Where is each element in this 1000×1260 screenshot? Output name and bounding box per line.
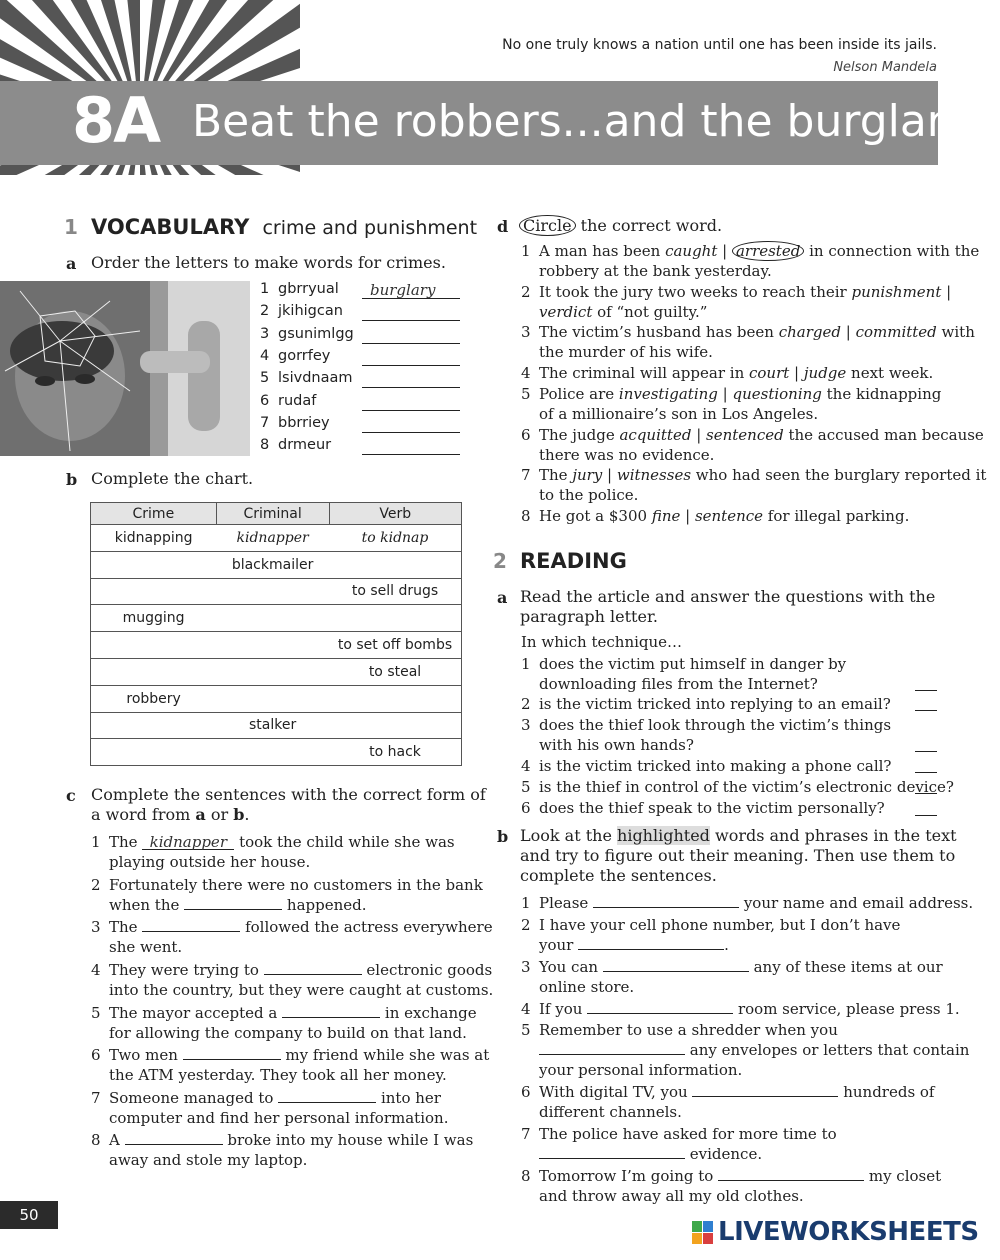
exercise-2b-letter: b bbox=[497, 827, 509, 846]
exercise-1b-letter: b bbox=[66, 470, 78, 489]
exercise-1d-letter: d bbox=[497, 217, 509, 236]
chart-row bbox=[91, 658, 462, 685]
question-a4: 4 is the victim tricked into making a phone call? bbox=[521, 757, 892, 775]
scrambled-item: 8 drmeur bbox=[260, 437, 332, 454]
options-d5[interactable]: investigating | questioning bbox=[618, 385, 822, 403]
chart-header: Verb bbox=[329, 503, 462, 525]
scrambled-item: 5 lsivdnaam bbox=[260, 370, 353, 387]
answer-blank[interactable] bbox=[362, 365, 460, 366]
chart-cell: kidnapping bbox=[91, 525, 217, 552]
answer-b8[interactable] bbox=[718, 1167, 864, 1181]
sentence-c6: 6 Two men my friend while she was at the ATM yesterday. They took all her money. bbox=[91, 1046, 490, 1084]
question-a2: 2 is the victim tricked into replying to an email? bbox=[521, 695, 891, 713]
exercise-2a-instruction: Read the article and answer the questions with the paragraph letter. bbox=[520, 587, 936, 626]
section-2-title: READING bbox=[520, 549, 627, 573]
scrambled-word: gbrryual bbox=[278, 281, 339, 297]
answer-c7[interactable] bbox=[278, 1089, 376, 1103]
scrambled-word: drmeur bbox=[278, 437, 332, 454]
exercise-1a-instruction: Order the letters to make words for crimes. bbox=[91, 253, 446, 272]
answer-blank[interactable] bbox=[362, 343, 460, 344]
answer-a3[interactable] bbox=[915, 751, 937, 752]
exercise-1b-instruction: Complete the chart. bbox=[91, 469, 254, 488]
answer-a6[interactable] bbox=[915, 815, 937, 816]
section-1-heading bbox=[64, 215, 477, 239]
chart-row bbox=[91, 739, 462, 766]
option-arrested[interactable]: arrested bbox=[732, 241, 804, 261]
answer-a5[interactable] bbox=[915, 793, 937, 794]
chart-row bbox=[91, 632, 462, 659]
answer-a4[interactable] bbox=[915, 772, 937, 773]
answer-blank[interactable] bbox=[362, 432, 460, 433]
unit-number: 8A bbox=[72, 84, 160, 157]
exercise-1d-instruction: Circle the correct word. bbox=[519, 216, 722, 235]
page-title: Beat the robbers...and the burglars bbox=[192, 96, 968, 147]
sentence-b2: 2 I have your cell phone number, but I don’t have your . bbox=[521, 916, 901, 954]
option-caught[interactable]: caught bbox=[665, 242, 718, 260]
question-a6: 6 does the thief speak to the victim personally? bbox=[521, 799, 885, 817]
exercise-1c-instruction bbox=[91, 785, 486, 825]
question-a3: 3 does the thief look through the victim’s things with his own hands? bbox=[521, 716, 892, 754]
chart-cell[interactable] bbox=[91, 658, 217, 685]
exercise-1c-instruction-line-1: Complete the sentences with the correct form of bbox=[91, 785, 486, 804]
item-d7: 7 The jury | witnesses who had seen the burglary reported it to the police. bbox=[521, 466, 987, 504]
answer-b7[interactable] bbox=[539, 1145, 685, 1159]
sentence-c2: 2 Fortunately there were no customers in the bank when the happened. bbox=[91, 876, 483, 914]
chart-cell[interactable] bbox=[91, 712, 217, 739]
answer-c5[interactable] bbox=[282, 1004, 380, 1018]
chart-cell[interactable] bbox=[216, 605, 329, 632]
scrambled-item: 1 gbrryual bbox=[260, 281, 339, 297]
chart-cell[interactable] bbox=[216, 658, 329, 685]
page-number: 50 bbox=[0, 1201, 58, 1229]
scrambled-word: lsivdnaam bbox=[278, 370, 353, 387]
sentence-c1: 1 The kidnapper took the child while she was playing outside her house. bbox=[91, 833, 455, 871]
sentence-b8: 8 Tomorrow I’m going to my closet and throw away all my old clothes. bbox=[521, 1167, 942, 1205]
chart-cell[interactable] bbox=[329, 712, 462, 739]
scrambled-item: 7 bbrriey bbox=[260, 414, 330, 431]
sentence-c3: 3 The followed the actress everywhere she went. bbox=[91, 918, 493, 956]
question-a1: 1 does the victim put himself in danger by downloading files from the Internet? bbox=[521, 655, 847, 693]
quote-author: Nelson Mandela bbox=[833, 60, 937, 75]
chart-cell: mugging bbox=[91, 605, 217, 632]
item-d6: 6 The judge acquitted | sentenced the accused man because there was no evidence. bbox=[521, 426, 984, 464]
answer-a1[interactable] bbox=[915, 690, 937, 691]
answer-b4[interactable] bbox=[587, 1000, 733, 1014]
answer-b1[interactable] bbox=[593, 894, 739, 908]
scrambled-item: 4 gorrfey bbox=[260, 347, 331, 364]
exercise-1c-instruction-line-2: a word from a or b. bbox=[91, 805, 250, 824]
answer-c1[interactable]: kidnapper bbox=[142, 832, 234, 850]
scrambled-item: 6 rudaf bbox=[260, 392, 317, 409]
answer-b6[interactable] bbox=[692, 1083, 838, 1097]
chart-row bbox=[91, 605, 462, 632]
item-d3: 3 The victim’s husband has been charged | committed with the murder of his wife. bbox=[521, 323, 975, 361]
chart-cell: stalker bbox=[216, 712, 329, 739]
burglar-photo bbox=[0, 281, 250, 456]
answer-b2[interactable] bbox=[578, 936, 724, 950]
chart-cell[interactable] bbox=[216, 578, 329, 605]
circle-word: Circle bbox=[519, 215, 576, 236]
exercise-2a-lead: In which technique… bbox=[521, 633, 683, 651]
chart-cell: robbery bbox=[91, 685, 217, 712]
chart-cell: to kidnap bbox=[329, 525, 462, 552]
item-d1: 1 A man has been caught | arrested in connection with the robbery at the bank yesterday. bbox=[521, 242, 980, 280]
answer-blank[interactable] bbox=[362, 410, 460, 411]
answer-c8[interactable] bbox=[125, 1131, 223, 1145]
sentence-b3: 3 You can any of these items at our online store. bbox=[521, 958, 943, 996]
answer-c2[interactable] bbox=[184, 896, 282, 910]
chart-row bbox=[91, 551, 462, 578]
sentence-c4: 4 They were trying to electronic goods into the country, but they were caught at customs. bbox=[91, 961, 494, 999]
sentence-b6: 6 With digital TV, you hundreds of different channels. bbox=[521, 1083, 935, 1121]
chart-header: Crime bbox=[91, 503, 217, 525]
chart-cell: blackmailer bbox=[216, 551, 329, 578]
chart-cell[interactable] bbox=[329, 605, 462, 632]
exercise-1c-letter: c bbox=[66, 786, 76, 805]
answer-blank[interactable] bbox=[362, 320, 460, 321]
chart-cell[interactable] bbox=[216, 739, 329, 766]
section-1-title: VOCABULARY bbox=[91, 215, 250, 239]
option-verdict[interactable]: verdict bbox=[539, 303, 593, 321]
question-a5: 5 is the thief in control of the victim’s electronic device? bbox=[521, 778, 954, 796]
chart-cell[interactable] bbox=[91, 739, 217, 766]
sentence-b1: 1 Please your name and email address. bbox=[521, 894, 974, 912]
section-1-number: 1 bbox=[64, 215, 78, 239]
answer-b3[interactable] bbox=[603, 958, 749, 972]
sentence-c5: 5 The mayor accepted a in exchange for allowing the company to build on that land. bbox=[91, 1004, 477, 1042]
chart-row bbox=[91, 578, 462, 605]
chart-header: Criminal bbox=[216, 503, 329, 525]
chart-cell: kidnapper bbox=[216, 525, 329, 552]
scrambled-item: 3 gsunimlgg bbox=[260, 325, 354, 342]
options-d8[interactable]: fine | sentence bbox=[651, 507, 764, 525]
liveworksheets-logo-icon bbox=[692, 1221, 714, 1245]
options-d7[interactable]: jury | witnesses bbox=[572, 466, 692, 484]
section-2-heading bbox=[493, 549, 627, 573]
item-d4: 4 The criminal will appear in court | judge next week. bbox=[521, 364, 934, 382]
options-d6[interactable]: acquitted | sentenced bbox=[619, 426, 784, 444]
answer-c3[interactable] bbox=[142, 918, 240, 932]
chart-cell[interactable] bbox=[91, 632, 217, 659]
item-d2: 2 It took the jury two weeks to reach their punishment | verdict of “not guilty.” bbox=[521, 283, 952, 321]
chart-cell[interactable] bbox=[91, 578, 217, 605]
chart-row bbox=[91, 525, 462, 552]
answer-blank[interactable] bbox=[362, 387, 460, 388]
scrambled-word: rudaf bbox=[278, 392, 317, 409]
section-2-number: 2 bbox=[493, 549, 507, 573]
liveworksheets-logo[interactable]: LIVEWORKSHEETS bbox=[718, 1217, 979, 1247]
answer-a2[interactable] bbox=[915, 710, 937, 711]
sentence-c7: 7 Someone managed to into her computer and find her personal information. bbox=[91, 1089, 449, 1127]
chart-cell: to sell drugs bbox=[329, 578, 462, 605]
answer-blank[interactable] bbox=[362, 454, 460, 455]
scrambled-word: gsunimlgg bbox=[278, 325, 354, 342]
crime-chart bbox=[90, 502, 462, 766]
item-d8: 8 He got a $300 fine | sentence for illegal parking. bbox=[521, 507, 910, 525]
exercise-2a-letter: a bbox=[497, 588, 508, 607]
highlighted-word: highlighted bbox=[617, 826, 710, 845]
answer-b5[interactable] bbox=[539, 1041, 685, 1055]
header-quote: No one truly knows a nation until one has been inside its jails. bbox=[502, 37, 937, 53]
sentence-b5: 5 Remember to use a shredder when you any envelopes or letters that contain your personal information. bbox=[521, 1021, 970, 1079]
scrambled-word: gorrfey bbox=[278, 347, 331, 364]
exercise-2b-instruction: Look at the highlighted words and phrases in the text and try to figure out their meaning. Then use them to complete the sentences. bbox=[520, 826, 957, 885]
chart-row bbox=[91, 712, 462, 739]
scrambled-word: jkihigcan bbox=[278, 303, 343, 320]
chart-cell: to hack bbox=[329, 739, 462, 766]
chart-row bbox=[91, 685, 462, 712]
scrambled-item: 2 jkihigcan bbox=[260, 303, 343, 320]
options-d3[interactable]: charged | committed bbox=[778, 323, 937, 341]
chart-cell[interactable] bbox=[91, 551, 217, 578]
scrambled-word: bbrriey bbox=[278, 414, 330, 431]
chart-cell[interactable] bbox=[216, 632, 329, 659]
exercise-1a-letter: a bbox=[66, 254, 77, 273]
chart-cell[interactable] bbox=[216, 685, 329, 712]
answer-c6[interactable] bbox=[183, 1046, 281, 1060]
sentence-b4: 4 If you room service, please press 1. bbox=[521, 1000, 960, 1018]
scrambled-answer: burglary bbox=[370, 281, 436, 299]
answer-c4[interactable] bbox=[264, 961, 362, 975]
chart-cell: to set off bombs bbox=[329, 632, 462, 659]
chart-cell[interactable] bbox=[329, 551, 462, 578]
sentence-c8: 8 A broke into my house while I was away and stole my laptop. bbox=[91, 1131, 474, 1169]
options-d4[interactable]: court | judge bbox=[749, 364, 847, 382]
chart-cell: to steal bbox=[329, 658, 462, 685]
option-punishment[interactable]: punishment | bbox=[851, 283, 952, 301]
section-1-subtitle: crime and punishment bbox=[262, 217, 478, 239]
sentence-b7: 7 The police have asked for more time to evidence. bbox=[521, 1125, 837, 1163]
item-d5: 5 Police are investigating | questioning the kidnapping of a millionaire’s son in Los Angeles. bbox=[521, 385, 942, 423]
chart-cell[interactable] bbox=[329, 685, 462, 712]
